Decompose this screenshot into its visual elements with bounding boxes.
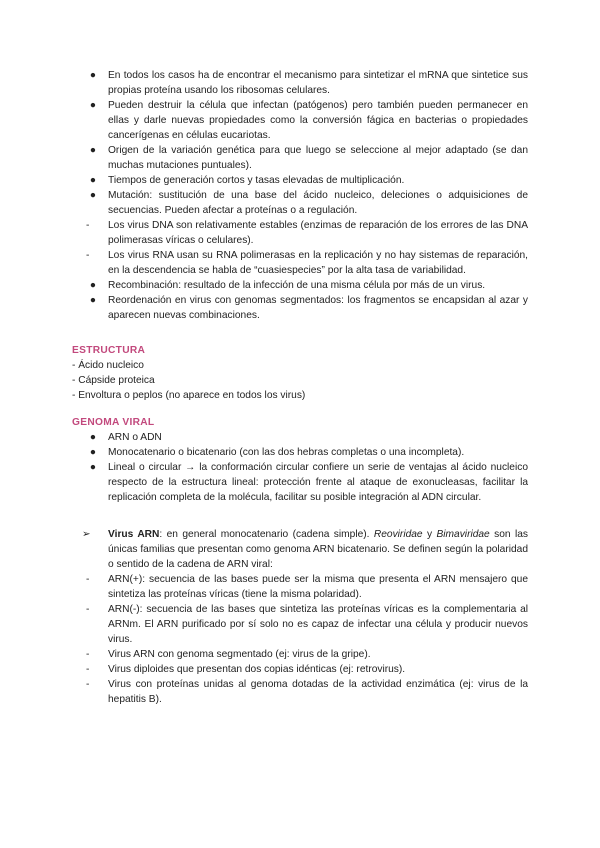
intro-list <box>72 68 528 323</box>
list-item <box>72 98 528 143</box>
list-item <box>72 677 528 707</box>
bullet-marker: ● <box>89 462 97 473</box>
spacer <box>72 323 528 343</box>
family-name: Reoviridae <box>373 529 423 540</box>
list-item-text: Monocatenario o bicatenario (con las dos hebras completas o una incompleta). <box>108 447 465 458</box>
document-body <box>72 68 528 707</box>
list-item-text: Virus diploides que presentan dos copias idénticas (ej: retrovirus). <box>108 664 406 675</box>
dash-marker: - <box>86 649 90 660</box>
bullet-marker: ● <box>89 447 97 458</box>
list-item-text: ARN(+): secuencia de las bases puede ser la misma que presenta el ARN mensajero que sintetiza las proteínas víricas (tiene la misma polaridad). <box>108 574 528 600</box>
dash-marker: - <box>86 220 90 231</box>
genoma-list <box>72 430 528 505</box>
list-item <box>72 68 528 98</box>
dash-marker: - <box>86 679 90 690</box>
spacer <box>72 403 528 415</box>
virus-arn-text: son las únicas familias que presentan como genoma ARN bicatenario. Se definen según la polaridad o sentido de la cadena de ARN viral: <box>108 529 528 570</box>
list-item <box>72 173 528 188</box>
family-name: Bimaviridae <box>436 529 490 540</box>
list-item <box>72 647 528 662</box>
section-heading-estructura: ESTRUCTURA <box>72 345 146 356</box>
estructura-line: - Envoltura o peplos (no aparece en todos los virus) <box>72 390 306 401</box>
list-item-text: Pueden destruir la célula que infectan (patógenos) pero también pueden permanecer en ellas y darle nuevas propiedades como la conversión fágica en bacterias o propiedades cancerígenas en células eucariotas. <box>108 100 528 141</box>
dash-marker: - <box>86 664 90 675</box>
list-item-text: Recombinación: resultado de la infección de una misma célula por más de un virus. <box>108 280 486 291</box>
list-item <box>72 218 528 248</box>
bullet-marker: ● <box>89 145 97 156</box>
bullet-marker: ● <box>89 100 97 111</box>
dash-marker: - <box>86 574 90 585</box>
list-item-text: ARN o ADN <box>108 432 162 443</box>
dash-marker: - <box>86 604 90 615</box>
bullet-marker: ● <box>89 432 97 443</box>
bullet-marker: ● <box>89 175 97 186</box>
arrow-marker: ➢ <box>82 529 91 540</box>
estructura-line: - Cápside proteica <box>72 375 155 386</box>
list-item <box>72 430 528 445</box>
list-item <box>72 602 528 647</box>
list-item-text: ARN(-): secuencia de las bases que sintetiza las proteínas víricas es la complementaria al ARNm. El ARN purificado por sí solo no es capaz de infectar una célula y producir nuevos virus. <box>108 604 528 645</box>
list-item <box>72 143 528 173</box>
list-item-text: Los virus RNA usan su RNA polimerasas en la replicación y no hay sistemas de reparación, en la descendencia se habla de “cuasiespecies” por la alta tasa de variabilidad. <box>108 250 528 276</box>
estructura-line: - Ácido nucleico <box>72 360 144 371</box>
virus-arn-title: Virus ARN <box>108 529 160 540</box>
list-item <box>72 445 528 460</box>
spacer <box>72 505 528 527</box>
bullet-marker: ● <box>89 190 97 201</box>
list-item <box>72 460 528 505</box>
dash-marker: - <box>86 250 90 261</box>
bullet-marker: ● <box>89 295 97 306</box>
bullet-marker: ● <box>89 70 97 81</box>
list-item-text: Virus ARN con genoma segmentado (ej: virus de la gripe). <box>108 649 371 660</box>
list-item-text: Mutación: sustitución de una base del ácido nucleico, deleciones o adquisiciones de secuencias. Pueden afectar a proteínas o a regulación. <box>108 190 528 216</box>
bullet-marker: ● <box>89 280 97 291</box>
list-item <box>72 572 528 602</box>
virus-arn-text: y <box>422 529 437 540</box>
list-item-text: Lineal o circular → la conformación circular confiere un serie de ventajas al ácido nucleico respecto de la estructura lineal: protección frente al ataque de exonucleasas, facilitar la replicación completa de la molécula, facilitar su posible integración al ADN circular. <box>108 462 528 503</box>
list-item-text: Origen de la variación genética para que luego se seleccione al mejor adaptado (se dan muchas mutaciones puntuales). <box>108 145 528 171</box>
list-item-text: Tiempos de generación cortos y tasas elevadas de multiplicación. <box>108 175 405 186</box>
virus-arn-paragraph <box>72 527 528 572</box>
virus-arn-text: : en general monocatenario (cadena simple). <box>159 529 374 540</box>
list-item-text: Reordenación en virus con genomas segmentados: los fragmentos se encapsidan al azar y aparecen nuevas combinaciones. <box>108 295 528 321</box>
list-item-text: Los virus DNA son relativamente estables (enzimas de reparación de los errores de las DNA polimerasas víricas o celulares). <box>108 220 528 246</box>
virus-arn-block <box>72 527 528 707</box>
list-item <box>72 188 528 218</box>
list-item <box>72 278 528 293</box>
list-item-text: Virus con proteínas unidas al genoma dotadas de la actividad enzimática (ej: virus de la hepatitis B). <box>108 679 528 705</box>
list-item-text: En todos los casos ha de encontrar el mecanismo para sintetizar el mRNA que sintetice sus propias proteína usando los ribosomas celulares. <box>108 70 528 96</box>
list-item <box>72 248 528 278</box>
list-item <box>72 662 528 677</box>
section-heading-genoma-viral: GENOMA VIRAL <box>72 417 155 428</box>
list-item <box>72 293 528 323</box>
